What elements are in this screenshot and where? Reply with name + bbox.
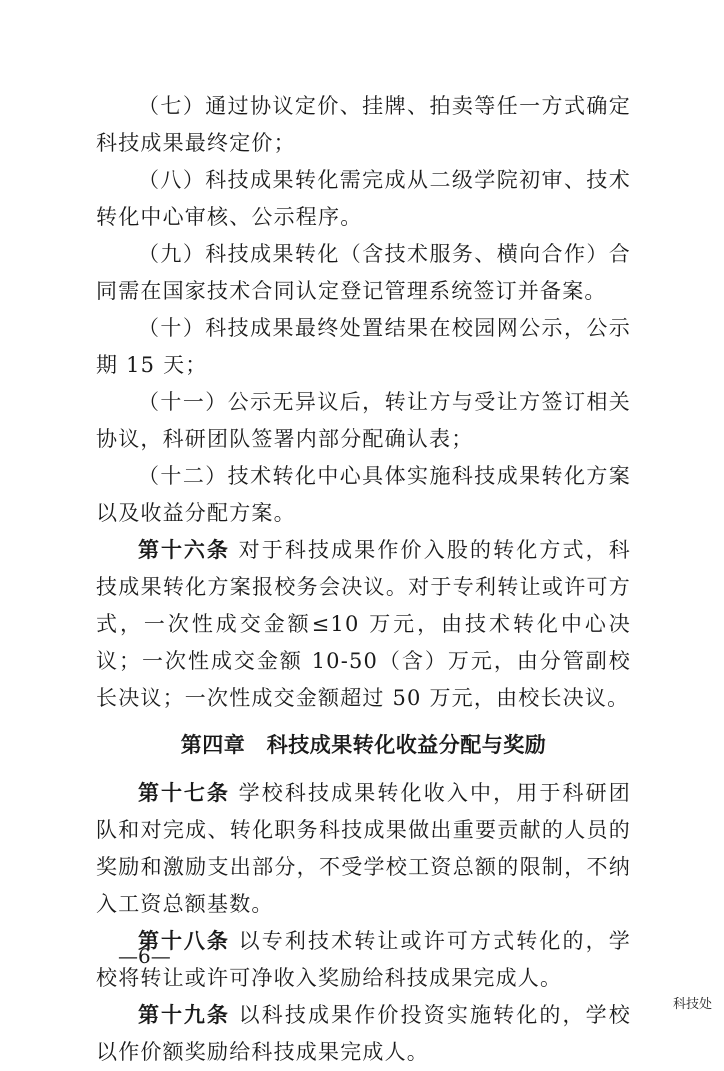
article-text: 以专利技术转让或许可方式转化的，学校将转让或许可净收入奖励给科技成果完成人。 — [96, 929, 632, 990]
article-number: 第十六条 — [138, 538, 230, 562]
department-label: 科技处 — [672, 997, 712, 1012]
clause-12 — [96, 458, 631, 532]
clause-7 — [96, 88, 631, 162]
page-number: —6— — [118, 944, 171, 968]
article-16 — [96, 532, 631, 717]
clause-text: （八）科技成果转化需完成从二级学院初审、技术转化中心审核、公示程序。 — [96, 168, 631, 229]
clause-text: （十一）公示无异议后，转让方与受让方签订相关协议，科研团队签署内部分配确认表； — [96, 390, 631, 451]
article-text: 学校科技成果转化收入中，用于科研团队和对完成、转化职务科技成果做出重要贡献的人员的奖励和激励支出部分，不受学校工资总额的限制，不纳入工资总额基数。 — [96, 781, 632, 916]
clause-9 — [96, 236, 631, 310]
clause-text: （七）通过协议定价、挂牌、拍卖等任一方式确定科技成果最终定价； — [96, 94, 631, 155]
clause-10 — [96, 310, 631, 384]
article-17 — [96, 775, 631, 923]
clause-11 — [96, 384, 631, 458]
article-text: 对于科技成果作价入股的转化方式，科技成果转化方案报校务会决议。对于专利转让或许可方式，一次性成交金额≤10 万元，由技术转化中心决议；一次性成交金额 10-50（含）万元，由分管副校长决议；一次性成交金额超过 50 万元，由校长决议。 — [96, 538, 632, 710]
clause-text: （十）科技成果最终处置结果在校园网公示，公示期 15 天； — [96, 316, 631, 377]
article-text: 以科技成果作价投资实施转化的，学校以作价额奖励给科技成果完成人。 — [96, 1003, 632, 1064]
document-body — [96, 88, 631, 1071]
article-19 — [96, 997, 631, 1071]
clause-8 — [96, 162, 631, 236]
article-number: 第十九条 — [138, 1003, 230, 1027]
clause-text: （九）科技成果转化（含技术服务、横向合作）合同需在国家技术合同认定登记管理系统签订并备案。 — [96, 242, 631, 303]
chapter-title: 第四章 科技成果转化收益分配与奖励 — [180, 733, 547, 757]
article-number: 第十八条 — [138, 929, 230, 953]
article-18 — [96, 923, 631, 997]
clause-text: （十二）技术转化中心具体实施科技成果转化方案以及收益分配方案。 — [96, 464, 631, 525]
article-number: 第十七条 — [138, 781, 230, 805]
